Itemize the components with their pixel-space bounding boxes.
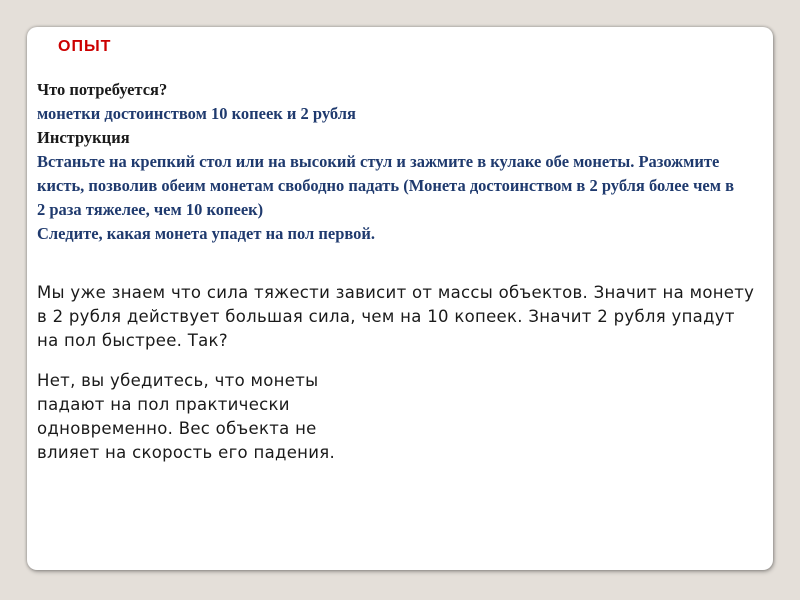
question-paragraph: Мы уже знаем что сила тяжести зависит от массы объектов. Значит на монету в 2 рубля действует большая сила, чем на 10 копеек. Значит 2 рубля упадут на пол быстрее. Так?	[37, 283, 755, 350]
experiment-block	[37, 78, 737, 246]
instruction-heading: Инструкция	[37, 128, 130, 147]
needed-heading: Что потребуется?	[37, 80, 168, 99]
instruction-follow-text: Следите, какая монета упадет на пол первой.	[37, 224, 376, 243]
needed-text: монетки достоинством 10 копеек и 2 рубля	[37, 104, 356, 123]
instruction-text: Встаньте на крепкий стол или на высокий стул и зажмите в кулаке обе монеты. Разожмите кисть, позволив обеим монетам свободно падать (Монета достоинством в 2 рубля более чем в 2 раза тяжелее, чем 10 копеек)	[37, 152, 734, 219]
answer-paragraph: Нет, вы убедитесь, что монеты падают на пол практически одновременно. Вес объекта не влияет на скорость его падения.	[37, 371, 336, 462]
slide-title: ОПЫТ	[58, 38, 112, 55]
